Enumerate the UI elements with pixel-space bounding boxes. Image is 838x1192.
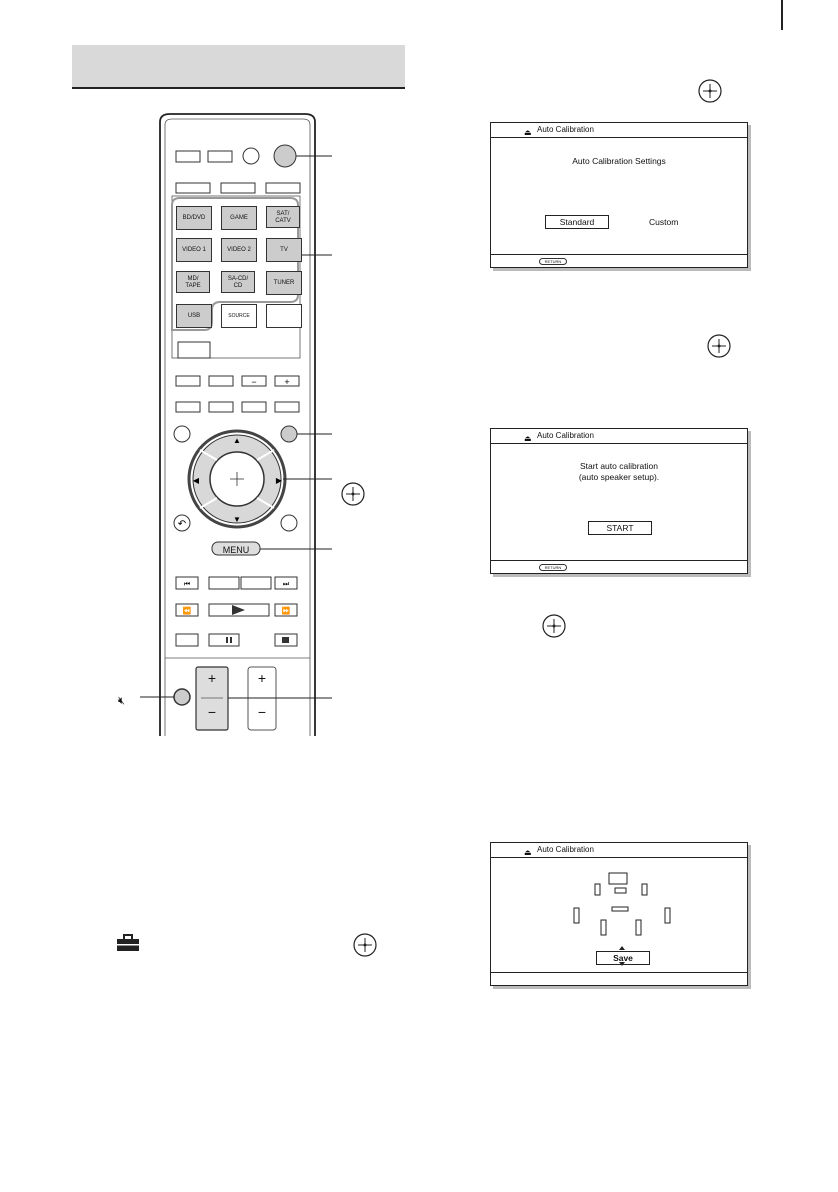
svg-text:◀: ◀: [192, 476, 200, 485]
screen-footer: [491, 254, 747, 267]
volume-plus-label[interactable]: +: [207, 670, 217, 686]
screen-heading: Auto Calibration Settings: [572, 156, 666, 166]
svg-text:−: −: [251, 377, 257, 387]
svg-text:+: +: [284, 377, 290, 387]
toolbox-icon: ⏏: [524, 848, 532, 857]
custom-option[interactable]: Custom: [649, 217, 679, 227]
enter-icon: [706, 333, 732, 359]
return-button[interactable]: RETURN: [539, 258, 567, 265]
enter-icon: [340, 481, 366, 507]
input-button-md-tape[interactable]: MD/ TAPE: [176, 271, 210, 293]
enter-icon: [541, 613, 567, 639]
svg-text:⏭: ⏭: [282, 581, 290, 588]
return-button[interactable]: RETURN: [539, 564, 567, 571]
screen-footer: [491, 560, 747, 573]
screen-line1: Start auto calibration: [580, 461, 658, 471]
input-button-source[interactable]: SOURCE: [221, 304, 257, 328]
start-button[interactable]: START: [588, 521, 652, 535]
section-header-bar: [72, 45, 405, 89]
svg-text:⏪: ⏪: [182, 608, 192, 615]
input-button-usb[interactable]: USB: [176, 304, 212, 328]
standard-option[interactable]: Standard: [545, 215, 609, 229]
screen-start-auto-calibration: [490, 428, 748, 574]
remote-control: [100, 110, 350, 740]
screen-titlebar: ⏏ Auto Calibration: [491, 843, 747, 858]
enter-icon: [352, 932, 378, 958]
svg-text:▼: ▼: [233, 515, 241, 524]
svg-text:⏩: ⏩: [281, 608, 291, 615]
svg-text:▶: ▶: [275, 476, 283, 485]
screen-titlebar: ⏏ Auto Calibration: [491, 123, 747, 138]
input-button-video2[interactable]: VIDEO 2: [221, 238, 257, 262]
save-button[interactable]: Save: [596, 951, 650, 965]
input-button-video1[interactable]: VIDEO 1: [176, 238, 212, 262]
screen-save-calibration: [490, 842, 748, 986]
toolbox-icon: ⏏: [524, 434, 532, 443]
svg-text:⏮: ⏮: [183, 581, 191, 588]
screen-titlebar: ⏏ Auto Calibration: [491, 429, 747, 444]
input-button-bd-dvd[interactable]: BD/DVD: [176, 206, 212, 230]
svg-text:↶: ↶: [177, 519, 187, 530]
input-button-sacd-cd[interactable]: SA-CD/ CD: [221, 271, 255, 293]
channel-minus-label: −: [257, 704, 267, 720]
input-button-sat-catv[interactable]: SAT/ CATV: [266, 206, 300, 228]
toolbox-icon: ⏏: [524, 128, 532, 137]
input-button-tv[interactable]: TV: [266, 238, 302, 262]
svg-text:▲: ▲: [233, 436, 241, 445]
enter-icon: [697, 78, 723, 104]
input-button-tuner[interactable]: TUNER: [266, 271, 302, 295]
screen-footer: [491, 972, 747, 985]
menu-button[interactable]: MENU: [222, 545, 250, 555]
volume-minus-label[interactable]: −: [207, 704, 217, 720]
channel-plus-label: +: [257, 670, 267, 686]
mute-icon: 🔇︎: [118, 695, 125, 707]
screen-line2: (auto speaker setup).: [578, 472, 660, 482]
input-button-blank[interactable]: [266, 304, 302, 328]
page-edge-marker: [781, 0, 783, 30]
toolbox-icon: [116, 934, 140, 952]
screen-auto-calibration-settings: [490, 122, 748, 268]
input-button-game[interactable]: GAME: [221, 206, 257, 230]
